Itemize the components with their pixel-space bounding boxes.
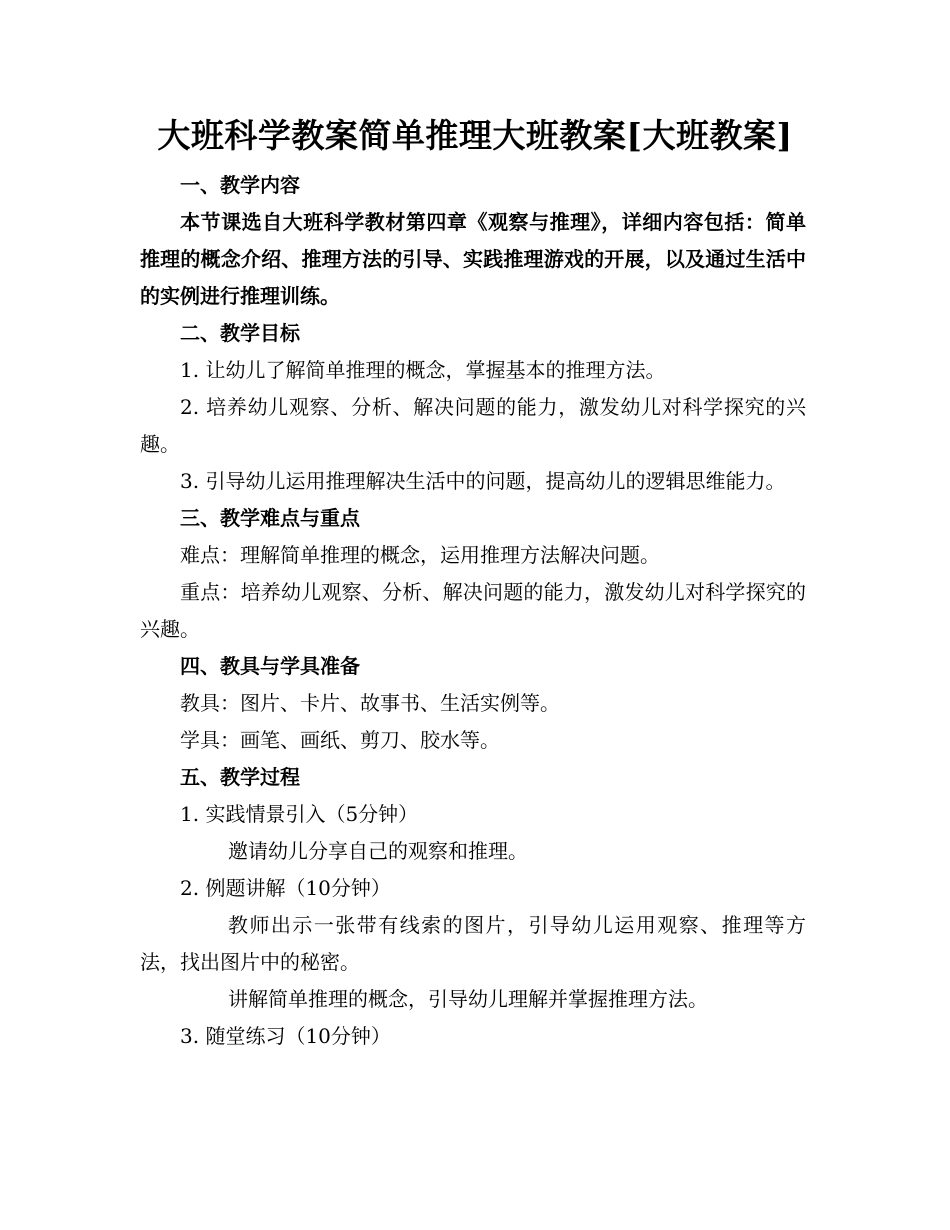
goal-item-1: 1. 让幼儿了解简单推理的概念，掌握基本的推理方法。 <box>180 358 666 382</box>
document-body <box>140 167 806 1055</box>
teaching-aids-paragraph: 教具：图片、卡片、故事书、生活实例等。 <box>180 691 560 715</box>
section-heading-goals: 二、教学目标 <box>180 321 300 345</box>
key-point-paragraph: 重点：培养幼儿观察、分析、解决问题的能力，激发幼儿对科学探究的兴趣。 <box>140 580 806 641</box>
process-step-3: 3. 随堂练习（10分钟） <box>180 1024 391 1048</box>
section-heading-focus: 三、教学难点与重点 <box>180 506 360 530</box>
document-title: 大班科学教案简单推理大班教案[大班教案] <box>157 116 793 155</box>
process-step-1-detail: 邀请幼儿分享自己的观察和推理。 <box>228 839 528 863</box>
difficulty-paragraph: 难点：理解简单推理的概念，运用推理方法解决问题。 <box>180 543 660 567</box>
section-heading-materials: 四、教具与学具准备 <box>180 654 360 678</box>
section-heading-process: 五、教学过程 <box>180 765 300 789</box>
content-paragraph: 本节课选自大班科学教材第四章《观察与推理》，详细内容包括：简单推理的概念介绍、推理方法的引导、实践推理游戏的开展，以及通过生活中的实例进行推理训练。 <box>140 210 806 308</box>
section-heading-content: 一、教学内容 <box>180 173 300 197</box>
process-step-1: 1. 实践情景引入（5分钟） <box>180 802 419 826</box>
goal-item-2: 2. 培养幼儿观察、分析、解决问题的能力，激发幼儿对科学探究的兴趣。 <box>140 395 806 456</box>
process-step-2-detail-1: 教师出示一张带有线索的图片，引导幼儿运用观察、推理等方法，找出图片中的秘密。 <box>140 913 806 974</box>
learning-tools-paragraph: 学具：画笔、画纸、剪刀、胶水等。 <box>180 728 500 752</box>
process-step-2: 2. 例题讲解（10分钟） <box>180 876 391 900</box>
process-step-2-detail-2: 讲解简单推理的概念，引导幼儿理解并掌握推理方法。 <box>228 987 708 1011</box>
goal-item-3: 3. 引导幼儿运用推理解决生活中的问题，提高幼儿的逻辑思维能力。 <box>180 469 786 493</box>
